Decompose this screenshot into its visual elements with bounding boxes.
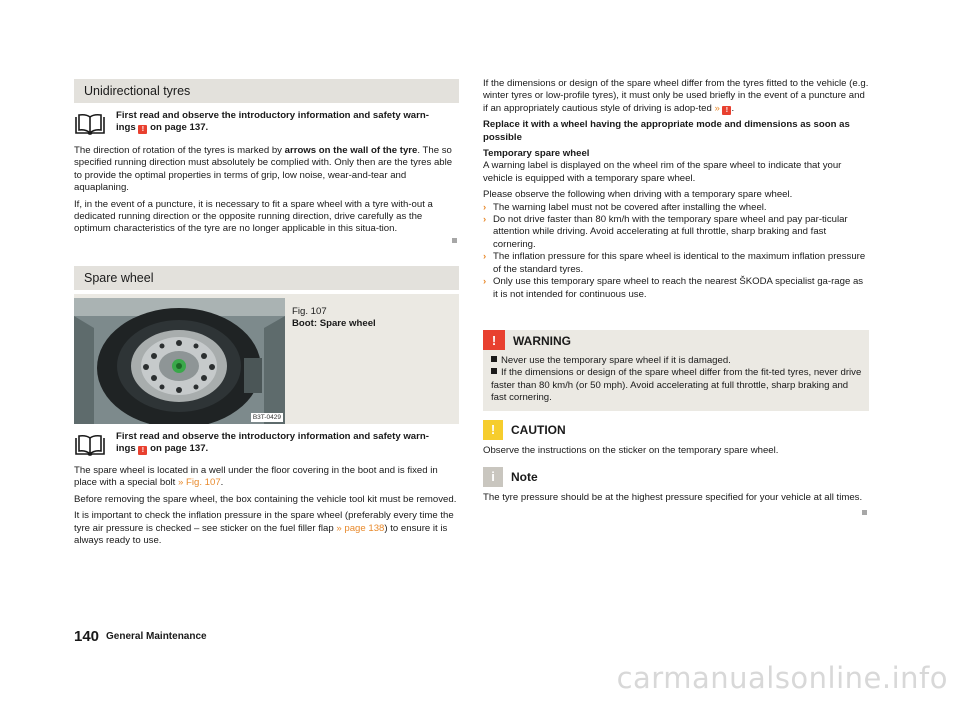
- chevron-right-icon: ›: [483, 214, 487, 226]
- warning-link[interactable]: »: [714, 102, 720, 114]
- figure-label: Fig. 107: [292, 306, 327, 317]
- paragraph: [74, 145, 459, 195]
- intro-line-1: First read and observe the introductory information and safety warn-: [116, 431, 429, 442]
- section-heading-unidirectional: Unidirectional tyres: [74, 79, 459, 103]
- intro-line-2a: ings: [116, 443, 136, 455]
- text: The direction of rotation of the tyres is marked by: [74, 145, 282, 156]
- text: Before removing the spare wheel, the box containing the vehicle tool kit must be removed.: [74, 493, 457, 505]
- paragraph: Replace it with a wheel having the appropriate mode and dimensions as soon as possible: [483, 119, 850, 143]
- intro-line-2b: on page 137.: [150, 122, 209, 134]
- figure-title: Boot: Spare wheel: [292, 318, 376, 329]
- intro-line-1: First read and observe the introductory information and safety warn-: [116, 110, 429, 121]
- page-number: 140: [74, 628, 100, 645]
- intro-line-2a: ings: [116, 122, 136, 134]
- open-book-icon: [74, 434, 106, 456]
- footer-section-name: General Maintenance: [106, 631, 207, 642]
- right-column-text: [483, 78, 869, 301]
- caution-text: Observe the instructions on the sticker on the temporary spare wheel.: [483, 445, 779, 456]
- unidirectional-body: [74, 145, 459, 236]
- list-item-text: Do not drive faster than 80 km/h with the temporary spare wheel and pay par-ticular attention while driving. Avoid accelerating at full throttle, sharp braking and fast cornering.: [493, 214, 848, 250]
- note-title: Note: [511, 470, 538, 484]
- chevron-right-icon: ›: [483, 276, 487, 288]
- text: If the dimensions or design of the spare wheel differ from the tyres fitted to the vehicle (e.g. winter tyres or low-profile tyres), it must only be used briefly in the event of a puncture and if an appropriately cautious style of driving is adop-ted: [483, 78, 869, 114]
- section-end-marker: [862, 510, 867, 515]
- warning-icon: [483, 330, 505, 350]
- warning-body: [491, 355, 863, 405]
- warning-panel: [483, 330, 869, 411]
- warning-item: [491, 355, 863, 367]
- bold-text: arrows on the wall of the tyre: [284, 145, 418, 156]
- section-heading-spare-wheel: Spare wheel: [74, 266, 459, 290]
- subheading-temporary-spare: Temporary spare wheel: [483, 148, 590, 160]
- warning-exclamation-icon: !: [722, 106, 731, 115]
- list-item-text: The warning label must not be covered after installing the wheel.: [493, 201, 767, 213]
- open-book-icon: [74, 113, 106, 135]
- list-item: [483, 251, 869, 276]
- bullet-square-icon: [491, 356, 497, 362]
- list-item-text: The inflation pressure for this spare wheel is identical to the maximum inflation pressure of the standard tyres.: [493, 251, 866, 275]
- text: .: [220, 477, 224, 489]
- text: The spare wheel is located in a well under the floor covering in the boot and is fixed in place with a special bolt: [74, 465, 438, 489]
- page-link[interactable]: » page 138: [336, 522, 385, 534]
- spare-wheel-illustration: [74, 298, 285, 424]
- paragraph: A warning label is displayed on the wheel rim of the spare wheel to indicate that your vehicle is equipped with a temporary spare wheel.: [483, 160, 842, 184]
- figure-caption: [292, 306, 376, 330]
- paragraph: [74, 465, 459, 490]
- text: . The so specified running direction must absolutely be complied with. Only then are the tyres able to provide the optimal properties in terms of grip, low noise, wear-and-tear and aquaplaning.: [74, 145, 453, 194]
- text: If, in the event of a puncture, it is necessary to fit a spare wheel with a tyre with-out a dedicated running direction or the opposite running direction, drive carefully as the optimum characteristics of the tyre are no longer applicable in this situa-tion.: [74, 198, 433, 235]
- intro-line-2b: on page 137.: [150, 443, 209, 455]
- warning-title: WARNING: [513, 334, 571, 348]
- warning-header: [483, 330, 869, 350]
- figure-code: B3T-0429: [252, 414, 281, 421]
- text: It is important to check the inflation pressure in the spare wheel (preferably every time the tyre air pressure is checked – see sticker on the fuel filler flap: [74, 510, 454, 534]
- list-item: [483, 276, 869, 301]
- warning-exclamation-icon: !: [138, 125, 147, 134]
- bullet-square-icon: [491, 368, 497, 374]
- svg-text:!: !: [491, 333, 497, 348]
- chevron-right-icon: ›: [483, 251, 487, 263]
- caution-title: CAUTION: [511, 423, 566, 437]
- warning-exclamation-icon: !: [138, 446, 147, 455]
- paragraph: [74, 199, 459, 236]
- list-item: [483, 214, 869, 251]
- paragraph: Please observe the following when driving with a temporary spare wheel.: [483, 189, 793, 201]
- watermark: carmanualsonline.info: [616, 661, 948, 695]
- warning-item-text: If the dimensions or design of the spare wheel differ from the fit-ted tyres, never drive faster than 80 km/h (or 50 mph). Avoid accelerating at full throttle, sharp braking and fast cornering.: [491, 367, 862, 404]
- paragraph: [74, 494, 459, 506]
- note-text: The tyre pressure should be at the highest pressure specified for your vehicle at all times.: [483, 492, 863, 503]
- figure-link[interactable]: » Fig. 107: [178, 477, 221, 489]
- section-end-marker: [452, 238, 457, 243]
- figure-107: [74, 294, 459, 424]
- caution-icon: !: [483, 420, 503, 440]
- chevron-right-icon: ›: [483, 201, 487, 213]
- warning-item-text: Never use the temporary spare wheel if it is damaged.: [501, 355, 731, 366]
- text: ) to ensure it is always ready to use.: [74, 522, 448, 547]
- spare-wheel-photo: [74, 298, 285, 424]
- list-item-text: Only use this temporary spare wheel to reach the nearest ŠKODA specialist ga-rage as it is not intended for continuous use.: [493, 276, 864, 300]
- list-item: [483, 202, 869, 214]
- info-icon: i: [483, 467, 503, 487]
- spare-wheel-body: [74, 465, 459, 547]
- warning-item: [491, 367, 863, 404]
- paragraph: [74, 510, 459, 547]
- paragraph: If the dimensions or design of the spare wheel differ from the tyres fitted to the vehicle (e.g. winter tyres or low-profile tyres), it must only be used briefly in the event of a puncture and if an appropriately cautious style of driving is adop-ted » ! .: [483, 78, 869, 114]
